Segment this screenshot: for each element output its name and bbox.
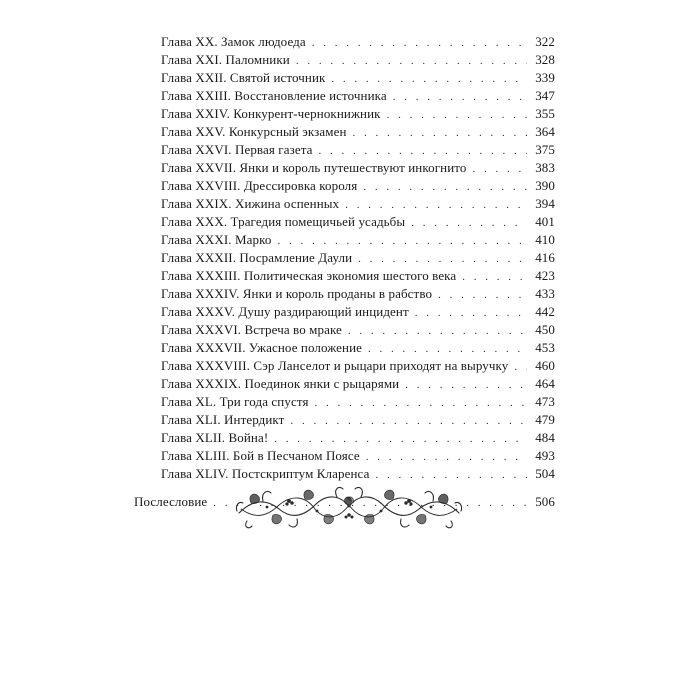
toc-entry[interactable] bbox=[0, 231, 700, 249]
toc-entry-title: Глава XX. Замок людоеда bbox=[161, 34, 306, 49]
toc-entry-title: Глава XXXII. Посрамление Даули bbox=[161, 250, 353, 265]
dot-leader bbox=[345, 196, 527, 214]
toc-entry-title: Глава XXXVII. Ужасное положение bbox=[161, 340, 363, 355]
dot-leader bbox=[296, 52, 527, 70]
toc-entry-page: 410 bbox=[535, 232, 555, 247]
toc-entry-title: Глава XXXIX. Поединок янки с рыцарями bbox=[161, 376, 400, 391]
toc-entry-title: Глава XXXIII. Политическая экономия шестого века bbox=[161, 268, 457, 283]
toc-entry[interactable] bbox=[0, 123, 700, 141]
toc-entry[interactable] bbox=[0, 267, 700, 285]
dot-leader bbox=[438, 286, 527, 304]
toc-entry[interactable] bbox=[0, 159, 700, 177]
dot-leader bbox=[411, 214, 527, 232]
toc-entry-page: 442 bbox=[535, 304, 555, 319]
toc-entry-title: Глава XXXV. Душу раздирающий инцидент bbox=[161, 304, 409, 319]
toc-entry-page: 473 bbox=[535, 394, 555, 409]
vine-ornament-icon bbox=[233, 481, 465, 531]
dot-leader bbox=[277, 232, 527, 250]
dot-leader bbox=[353, 124, 527, 142]
toc-entry[interactable] bbox=[0, 141, 700, 159]
toc-entry-page: 479 bbox=[535, 412, 555, 427]
chapter-list bbox=[0, 33, 700, 483]
toc-entry-page: 355 bbox=[535, 106, 555, 121]
dot-leader bbox=[315, 394, 527, 412]
toc-entry-page: 504 bbox=[535, 466, 555, 481]
toc-entry-title: Глава XLI. Интердикт bbox=[161, 412, 285, 427]
toc-entry-title: Глава XXXIV. Янки и король проданы в рабство bbox=[161, 286, 433, 301]
toc-entry[interactable] bbox=[0, 213, 700, 231]
toc-entry-page: 453 bbox=[535, 340, 555, 355]
dot-leader bbox=[415, 304, 527, 322]
toc-entry-page: 375 bbox=[535, 142, 555, 157]
dot-leader bbox=[368, 340, 527, 358]
toc-entry[interactable] bbox=[0, 87, 700, 105]
toc-entry-page: 506 bbox=[535, 494, 555, 509]
toc-entry[interactable] bbox=[0, 69, 700, 87]
toc-entry-page: 484 bbox=[535, 430, 555, 445]
toc-entry-page: 416 bbox=[535, 250, 555, 265]
dot-leader bbox=[462, 268, 527, 286]
toc-entry[interactable] bbox=[0, 33, 700, 51]
toc-entry[interactable] bbox=[0, 303, 700, 321]
toc-entry[interactable] bbox=[0, 51, 700, 69]
dot-leader bbox=[358, 250, 527, 268]
toc-entry[interactable] bbox=[0, 177, 700, 195]
toc-entry-page: 401 bbox=[535, 214, 555, 229]
toc-entry-title: Глава XXX. Трагедия помещичьей усадьбы bbox=[161, 214, 406, 229]
toc-entry-page: 339 bbox=[535, 70, 555, 85]
dot-leader bbox=[290, 412, 527, 430]
toc-entry[interactable] bbox=[0, 447, 700, 465]
dot-leader bbox=[387, 106, 527, 124]
toc-entry-page: 450 bbox=[535, 322, 555, 337]
toc-entry-title: Глава XXXVIII. Сэр Ланселот и рыцари приходят на выручку bbox=[161, 358, 509, 373]
toc-entry[interactable] bbox=[0, 393, 700, 411]
toc-entry-page: 390 bbox=[535, 178, 555, 193]
toc-entry[interactable] bbox=[0, 357, 700, 375]
toc-entry-title: Послесловие bbox=[134, 494, 208, 509]
toc-entry-title: Глава XLII. Война! bbox=[161, 430, 269, 445]
toc-entry[interactable] bbox=[0, 285, 700, 303]
dot-leader bbox=[319, 142, 527, 160]
toc-entry-title: Глава XXIV. Конкурент-чернокнижник bbox=[161, 106, 381, 121]
toc-entry[interactable] bbox=[0, 195, 700, 213]
toc-entry-title: Глава XL. Три года спустя bbox=[161, 394, 309, 409]
toc-entry-title: Глава XXIX. Хижина оспенных bbox=[161, 196, 340, 211]
dot-leader bbox=[405, 376, 527, 394]
toc-entry-title: Глава XXI. Паломники bbox=[161, 52, 290, 67]
dot-leader bbox=[331, 70, 527, 88]
toc-entry-page: 433 bbox=[535, 286, 555, 301]
toc-entry-title: Глава XXXI. Марко bbox=[161, 232, 272, 247]
toc-entry-page: 347 bbox=[535, 88, 555, 103]
toc-entry[interactable] bbox=[0, 375, 700, 393]
toc-entry-page: 464 bbox=[535, 376, 555, 391]
toc-entry-title: Глава XXVII. Янки и король путешествуют инкогнито bbox=[161, 160, 467, 175]
dot-leader bbox=[472, 160, 527, 178]
table-of-contents bbox=[0, 33, 700, 511]
toc-entry-page: 383 bbox=[535, 160, 555, 175]
toc-entry-title: Глава XXIII. Восстановление источника bbox=[161, 88, 387, 103]
toc-entry-page: 493 bbox=[535, 448, 555, 463]
toc-entry-page: 423 bbox=[535, 268, 555, 283]
toc-entry[interactable] bbox=[0, 339, 700, 357]
toc-entry[interactable] bbox=[0, 321, 700, 339]
toc-entry[interactable] bbox=[0, 105, 700, 123]
toc-entry[interactable] bbox=[0, 411, 700, 429]
toc-entry-title: Глава XXV. Конкурсный экзамен bbox=[161, 124, 347, 139]
dot-leader bbox=[363, 178, 527, 196]
toc-entry[interactable] bbox=[0, 249, 700, 267]
dot-leader bbox=[274, 430, 527, 448]
dot-leader bbox=[514, 358, 527, 376]
toc-entry-page: 364 bbox=[535, 124, 555, 139]
toc-entry-title: Глава XXVI. Первая газета bbox=[161, 142, 313, 157]
toc-entry-title: Глава XLIV. Постскриптум Кларенса bbox=[161, 466, 370, 481]
toc-entry-page: 394 bbox=[535, 196, 555, 211]
toc-entry-title: Глава XXXVI. Встреча во мраке bbox=[161, 322, 342, 337]
toc-entry-title: Глава XXVIII. Дрессировка короля bbox=[161, 178, 358, 193]
toc-entry-title: Глава XXII. Святой источник bbox=[161, 70, 326, 85]
dot-leader bbox=[393, 88, 527, 106]
toc-entry-title: Глава XLIII. Бой в Песчаном Поясе bbox=[161, 448, 360, 463]
dot-leader bbox=[348, 322, 527, 340]
toc-entry-page: 328 bbox=[535, 52, 555, 67]
toc-entry-page: 322 bbox=[535, 34, 555, 49]
toc-entry-page: 460 bbox=[535, 358, 555, 373]
dot-leader bbox=[312, 34, 527, 52]
dot-leader bbox=[366, 448, 527, 466]
toc-entry[interactable] bbox=[0, 429, 700, 447]
